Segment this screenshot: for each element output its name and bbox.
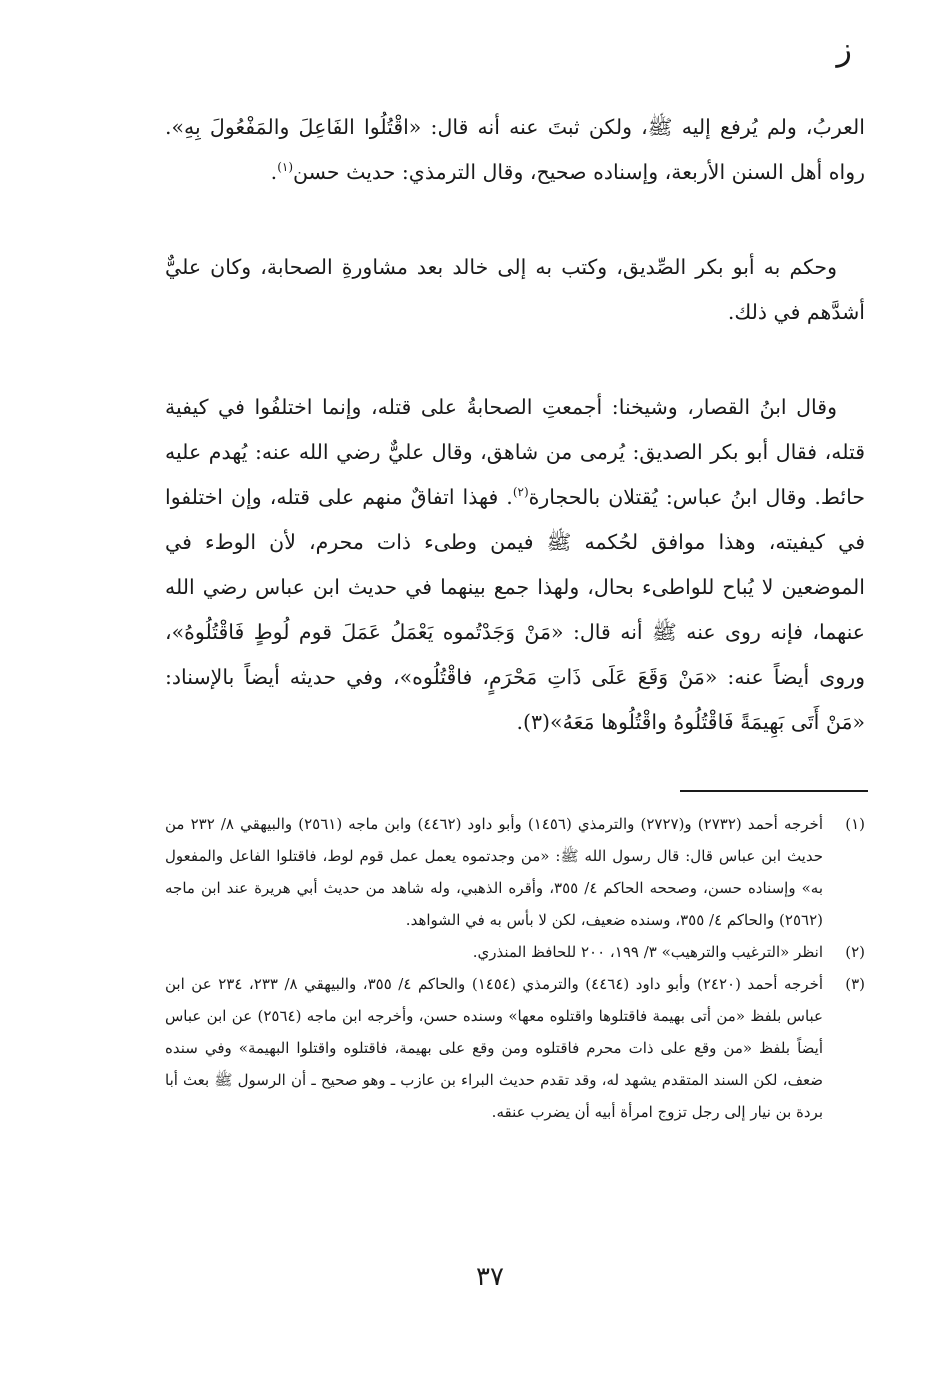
paragraph-text: العربُ، ولم يُرفع إليه ﷺ، ولكن ثبتَ عنه أنه قال: «اقْتُلُوا الفَاعِلَ والمَفْعُولَ بِهِ». رواه أهل السنن الأربعة، وإسناده صحيح، وقال الترمذي: حديث حسن (165, 115, 865, 184)
paragraph-end: . فهذا اتفاقٌ منهم على قتله، وإن اختلفوا في كيفيته، وهذا موافق لحُكمه ﷺ فيمن وطىء ذات محرم، لأن الوطء في الموضعين لا يُباح للواطىء بحال، ولهذا جمع بينهما في حديث ابن عباس رضي الله عنهما، فإنه روى عنه ﷺ أنه قال: «مَنْ وَجَدْتُموه يَعْمَلُ عَمَلَ قوم لُوطٍ فَاقْتُلُوهُ»، وروى أيضاً عنه: «مَنْ وَقَعَ عَلَى ذَاتِ مَحْرَمٍ، فاقْتُلُوه»، وفي حديثه أيضاً بالإسناد: «مَنْ أَتَى بَهِيمَةً فَاقْتُلُوهُ واقْتُلُوها مَعَهُ»(٣). (165, 485, 865, 734)
footnote-ref: (٢) (512, 485, 529, 500)
footnote (165, 808, 865, 936)
footnote-number: (١) (845, 815, 865, 833)
page-number: ٣٧ (476, 1262, 504, 1292)
main-text (165, 105, 865, 795)
footnotes (165, 808, 865, 1128)
footnote-text: أخرجه أحمد (٢٧٣٢) و(٢٧٢٧) والترمذي (١٤٥٦) وأبو داود (٤٤٦٢) وابن ماجه (٢٥٦١) والبيهقي ٨/ ٢٣٢ من حديث ابن عباس قال: قال رسول الله ﷺ: «من وجدتموه يعمل عمل قوم لوط، فاقتلوا الفاعل والمفعول به» وإسناده حسن، وصححه الحاكم ٤/ ٣٥٥، وأقره الذهبي، وله شاهد من حديث أبي هريرة عند ابن ماجه (٢٥٦٢) والحاكم ٤/ ٣٥٥، وسنده ضعيف، لكن لا بأس به في الشواهد. (165, 815, 823, 929)
paragraph-text: وحكم به أبو بكر الصِّديق، وكتب به إلى خالد بعد مشاورةِ الصحابة، وكان عليٌّ أشدَّهم في ذلك. (165, 255, 865, 324)
paragraph (165, 245, 865, 335)
footnote-separator (680, 790, 868, 792)
footnote (165, 936, 865, 968)
footnote-number: (٣) (845, 975, 865, 993)
paragraph-end: . (270, 160, 278, 184)
page-signature-letter: ز (836, 30, 852, 68)
footnote-ref: (١) (277, 160, 294, 175)
footnote-text: انظر «الترغيب والترهيب» ٣/ ١٩٩، ٢٠٠ للحافظ المنذري. (472, 943, 823, 961)
paragraph (165, 385, 865, 745)
paragraph (165, 105, 865, 195)
footnote-number: (٢) (845, 943, 865, 961)
footnote (165, 968, 865, 1128)
paragraph-text: وقال ابنُ القصار، وشيخنا: أجمعتِ الصحابةُ على قتله، وإنما اختلفُوا في كيفية قتله، فقال أبو بكر الصديق: يُرمى من شاهق، وقال عليٌّ رضي الله عنه: يُهدم عليه حائط. وقال ابنُ عباس: يُقتلان بالحجارة (165, 395, 865, 509)
footnote-text: أخرجه أحمد (٢٤٢٠) وأبو داود (٤٤٦٤) والترمذي (١٤٥٤) والحاكم ٤/ ٣٥٥، والبيهقي ٨/ ٢٣٣، ٢٣٤ عن ابن عباس بلفظ «من أتى بهيمة فاقتلوها واقتلوه معها» وسنده حسن، وأخرجه ابن ماجه (٢٥٦٤) عن ابن عباس أيضاً بلفظ «من وقع على ذات محرم فاقتلوه ومن وقع على بهيمة، فاقتلوه واقتلوا البهيمة» وفي سنده ضعف، لكن السند المتقدم يشهد له، وقد تقدم حديث البراء بن عازب ـ وهو صحيح ـ أن الرسول ﷺ بعث أبا بردة بن نيار إلى رجل تزوج امرأة أبيه أن يضرب عنقه. (165, 975, 824, 1121)
